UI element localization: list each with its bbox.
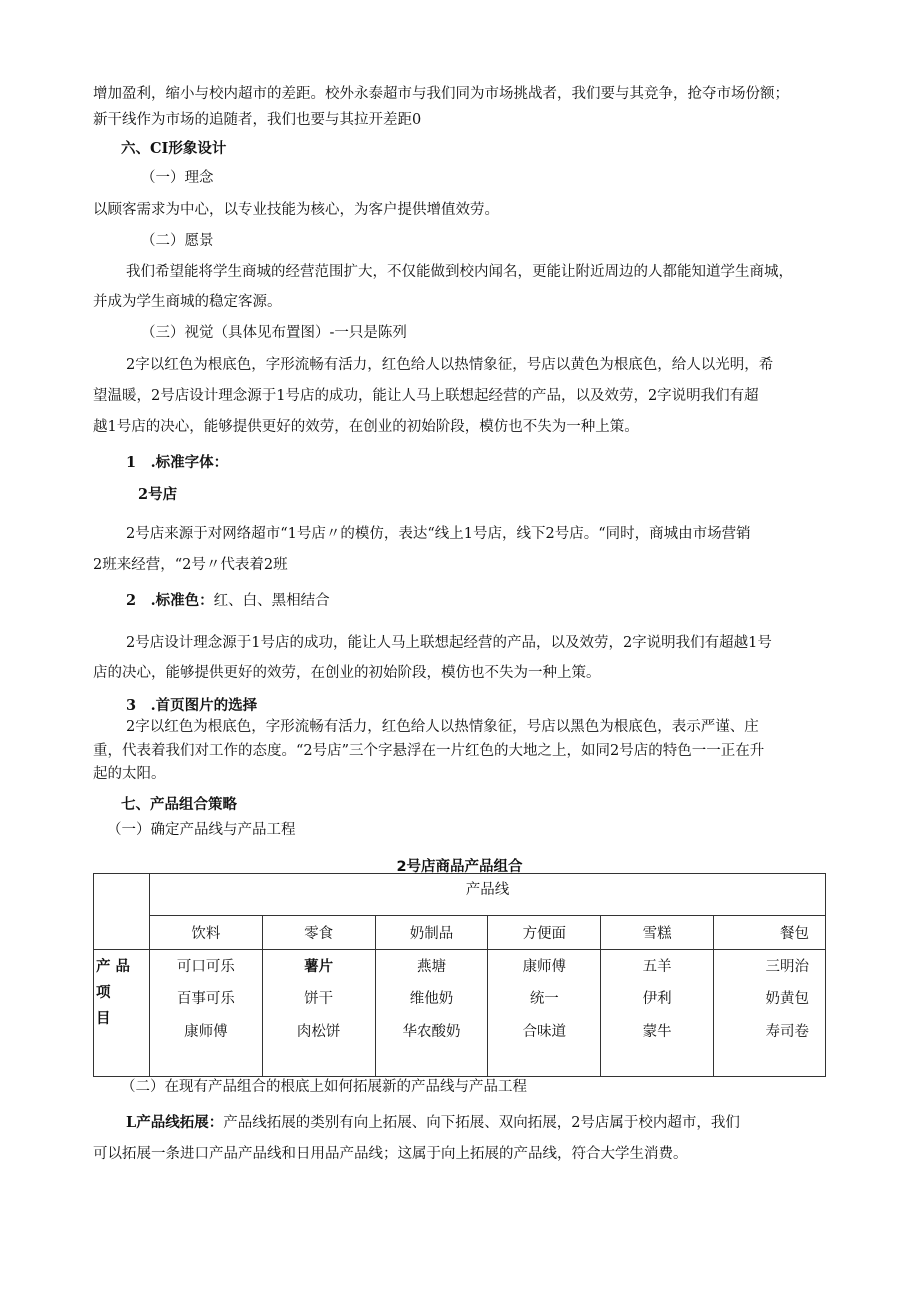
column-header: 饮料	[149, 916, 262, 950]
product-line-header: 产品线	[149, 874, 825, 916]
paragraph-line: 2字以红色为根底色，字形流畅有活力，红色给人以热情象征，号店以黄色为根底色，给人以光明，希	[126, 357, 774, 373]
item-heading: 3 .首页图片的选择	[126, 697, 258, 714]
column-header: 奶制品	[375, 916, 488, 950]
brand-name: 2号店	[138, 486, 178, 503]
item-heading-text: 红、白、黑相结合	[213, 593, 330, 609]
subheading: （二）愿景	[141, 233, 214, 249]
paragraph-line: 我们希望能将学生商城的经营范围扩大，不仅能做到校内闻名，更能让附近周边的人都能知道学生商城，	[126, 264, 793, 280]
paragraph-line: 以顾客需求为中心，以专业技能为核心，为客户提供增值效劳。	[93, 202, 499, 218]
paragraph-line	[126, 1113, 740, 1133]
item-heading-label: L产品线拓展：	[126, 1114, 224, 1131]
paragraph-line: 并成为学生商城的稳定客源。	[93, 294, 282, 310]
column-header: 方便面	[488, 916, 601, 950]
table-cell: 伊利	[601, 982, 714, 1014]
product-mix-table	[93, 873, 826, 1077]
table-cell: 燕塘	[375, 950, 488, 982]
table-cell: 饼干	[262, 982, 375, 1014]
table-cell: 薯片	[262, 950, 375, 982]
item-heading: 1 .标准字体：	[126, 454, 229, 471]
paragraph-line: 2号店来源于对网络超市“1号店〃的模仿，表达“线上1号店，线下2号店。“同时，商城由市场营销	[126, 526, 751, 542]
paragraph-line: 重，代表着我们对工作的态度。“2号店”三个字悬浮在一片红色的大地之上，如同2号店的特色一一正在升	[93, 743, 765, 759]
table-cell: 康师傅	[149, 1014, 262, 1077]
paragraph-line: 越1号店的决心，能够提供更好的效劳，在创业的初始阶段，模仿也不失为一种上策。	[93, 419, 639, 435]
section-heading: 七、产品组合策略	[121, 796, 237, 813]
table-cell: 合味道	[488, 1014, 601, 1077]
column-header: 零食	[262, 916, 375, 950]
table-cell: 维他奶	[375, 982, 488, 1014]
row-header-line: 目	[96, 1011, 111, 1027]
column-header: 雪糕	[601, 916, 714, 950]
paragraph-line: 起的太阳。	[93, 766, 166, 782]
table-cell: 蒙牛	[601, 1014, 714, 1077]
table-cell: 统一	[488, 982, 601, 1014]
table-cell: 寿司卷	[714, 1014, 826, 1077]
row-header	[94, 950, 150, 1077]
paragraph-line: 2字以红色为根底色，字形流畅有活力，红色给人以热情象征，号店以黑色为根底色，表示严谨、庄	[126, 719, 759, 735]
paragraph-line: 2号店设计理念源于1号店的成功，能让人马上联想起经营的产品，以及效劳，2字说明我们有超越1号	[126, 635, 772, 651]
table-row	[94, 982, 826, 1014]
table-row	[94, 1014, 826, 1077]
paragraph-line: 2班来经营，“2号〃代表着2班	[93, 557, 288, 573]
subheading: （一）理念	[141, 170, 214, 186]
table-cell: 百事可乐	[149, 982, 262, 1014]
table-corner-cell	[94, 874, 150, 950]
item-heading-label: 2 .标准色：	[126, 592, 214, 609]
subheading: （二）在现有产品组合的根底上如何拓展新的产品线与产品工程	[121, 1079, 527, 1095]
table-cell: 肉松饼	[262, 1014, 375, 1077]
paragraph-line: 新干线作为市场的追随者，我们也要与其拉开差距0	[93, 112, 422, 128]
table-row	[94, 950, 826, 982]
table-cell: 可口可乐	[149, 950, 262, 982]
table-cell: 五羊	[601, 950, 714, 982]
column-header: 餐包	[714, 916, 826, 950]
subheading: （一）确定产品线与产品工程	[107, 822, 296, 838]
row-header-line: 产 品 项	[96, 959, 131, 1001]
subheading: （三）视觉（具体见布置图）-一只是陈列	[141, 325, 407, 341]
table-cell: 华农酸奶	[375, 1014, 488, 1077]
paragraph-line: 可以拓展一条进口产品产品线和日用品产品线；这属于向上拓展的产品线，符合大学生消费。	[93, 1146, 688, 1162]
paragraph-text: 产品线拓展的类别有向上拓展、向下拓展、双向拓展，2号店属于校内超市，我们	[223, 1115, 740, 1131]
table-cell: 奶黄包	[714, 982, 826, 1014]
table-title: 2号店商品产品组合	[396, 859, 523, 875]
paragraph-line: 望温暖，2号店设计理念源于1号店的成功，能让人马上联想起经营的产品，以及效劳，2字说明我们有超	[93, 388, 759, 404]
paragraph-line: 增加盈利，缩小与校内超市的差距。校外永泰超市与我们同为市场挑战者，我们要与其竞争，抢夺市场份额；	[93, 86, 789, 102]
section-heading: 六、CI形象设计	[121, 140, 227, 157]
table-cell: 康师傅	[488, 950, 601, 982]
table-cell: 三明治	[714, 950, 826, 982]
item-heading	[126, 591, 330, 611]
paragraph-line: 店的决心，能够提供更好的效劳，在创业的初始阶段，模仿也不失为一种上策。	[93, 665, 601, 681]
